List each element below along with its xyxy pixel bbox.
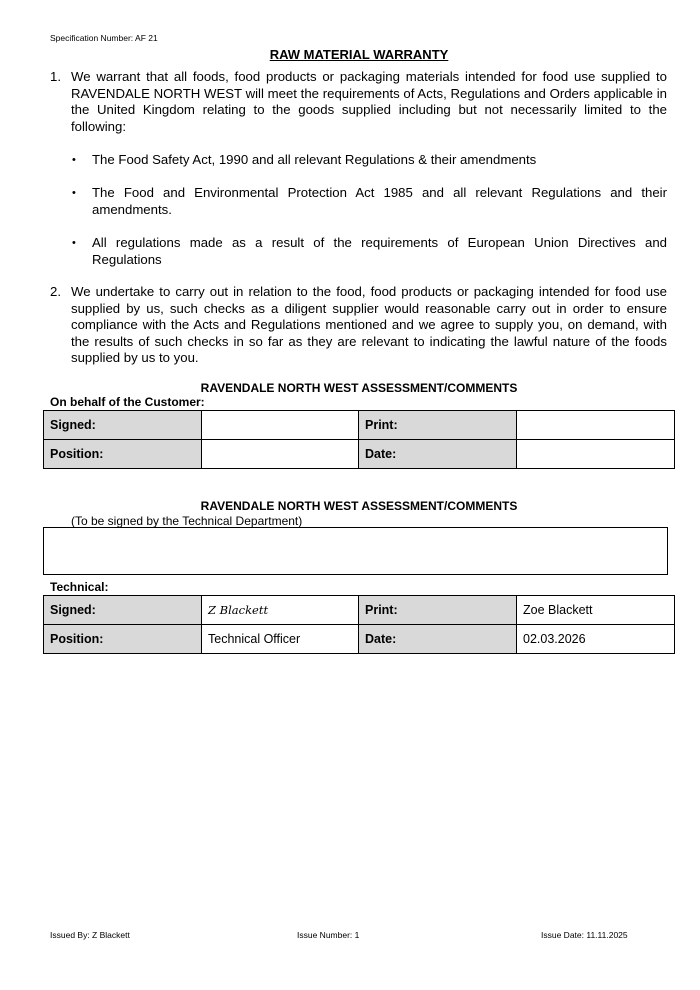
comments-box[interactable] (43, 527, 668, 575)
table-row (44, 411, 675, 440)
technical-date-field[interactable]: 02.03.2026 (517, 625, 675, 654)
print-label: Print: (359, 411, 517, 440)
date-label: Date: (359, 440, 517, 469)
customer-signature-table (43, 410, 675, 469)
bullet-glyph: • (72, 154, 76, 166)
technical-note: (To be signed by the Technical Department) (71, 514, 303, 528)
technical-print-field[interactable]: Zoe Blackett (517, 596, 675, 625)
table-row (44, 625, 675, 654)
clause-text: We undertake to carry out in relation to the food, food products or packaging intended for food use supplied by us, such checks as a diligent supplier would reasonable carry out in order to ensure compliance with the Acts and Regulations mentioned and we agree to supply you, on demand, with the results of such checks in so far as they are relevant to indicating the lawful nature of the foods supplied by us to you. (71, 284, 667, 365)
bullet-item (72, 185, 667, 218)
position-label: Position: (44, 625, 202, 654)
warranty-clause-1 (50, 69, 667, 135)
bullet-glyph: • (72, 187, 76, 199)
clause-number: 1. (50, 69, 61, 84)
bullet-text: The Food and Environmental Protection Act 1985 and all relevant Regulations and their amendments. (92, 185, 667, 217)
footer-issue-number: Issue Number: 1 (297, 930, 360, 940)
technical-label: Technical: (50, 580, 109, 594)
customer-date-field[interactable] (517, 440, 675, 469)
customer-section-heading: RAVENDALE NORTH WEST ASSESSMENT/COMMENTS (200, 381, 518, 395)
bullet-item (72, 235, 667, 268)
spec-number: Specification Number: AF 21 (50, 33, 158, 43)
position-label: Position: (44, 440, 202, 469)
bullet-text: The Food Safety Act, 1990 and all relevant Regulations & their amendments (92, 152, 537, 167)
technical-section-heading: RAVENDALE NORTH WEST ASSESSMENT/COMMENTS (200, 499, 518, 513)
bullet-text: All regulations made as a result of the requirements of European Union Directives and Regulations (92, 235, 667, 267)
customer-print-field[interactable] (517, 411, 675, 440)
clause-text: We warrant that all foods, food products or packaging materials intended for food use supplied to RAVENDALE NORTH WEST will meet the requirements of Acts, Regulations and Orders applicable in the United Kingdom relating to the goods supplied including but not necessarily limited to the following: (71, 69, 667, 134)
warranty-clause-2 (50, 284, 667, 367)
bullet-item (72, 152, 667, 169)
footer-issue-date: Issue Date: 11.11.2025 (541, 930, 628, 940)
print-label: Print: (359, 596, 517, 625)
technical-signed-field[interactable] (202, 596, 359, 625)
customer-label: On behalf of the Customer: (50, 395, 205, 409)
handwritten-signature: Z Blackett (208, 603, 269, 617)
technical-position-field[interactable]: Technical Officer (202, 625, 359, 654)
technical-signature-table (43, 595, 675, 654)
signed-label: Signed: (44, 411, 202, 440)
customer-position-field[interactable] (202, 440, 359, 469)
table-row (44, 596, 675, 625)
document-title: RAW MATERIAL WARRANTY (269, 47, 449, 62)
bullet-glyph: • (72, 237, 76, 249)
customer-signed-field[interactable] (202, 411, 359, 440)
clause-number: 2. (50, 284, 61, 299)
date-label: Date: (359, 625, 517, 654)
signed-label: Signed: (44, 596, 202, 625)
footer-issued-by: Issued By: Z Blackett (50, 930, 130, 940)
table-row (44, 440, 675, 469)
